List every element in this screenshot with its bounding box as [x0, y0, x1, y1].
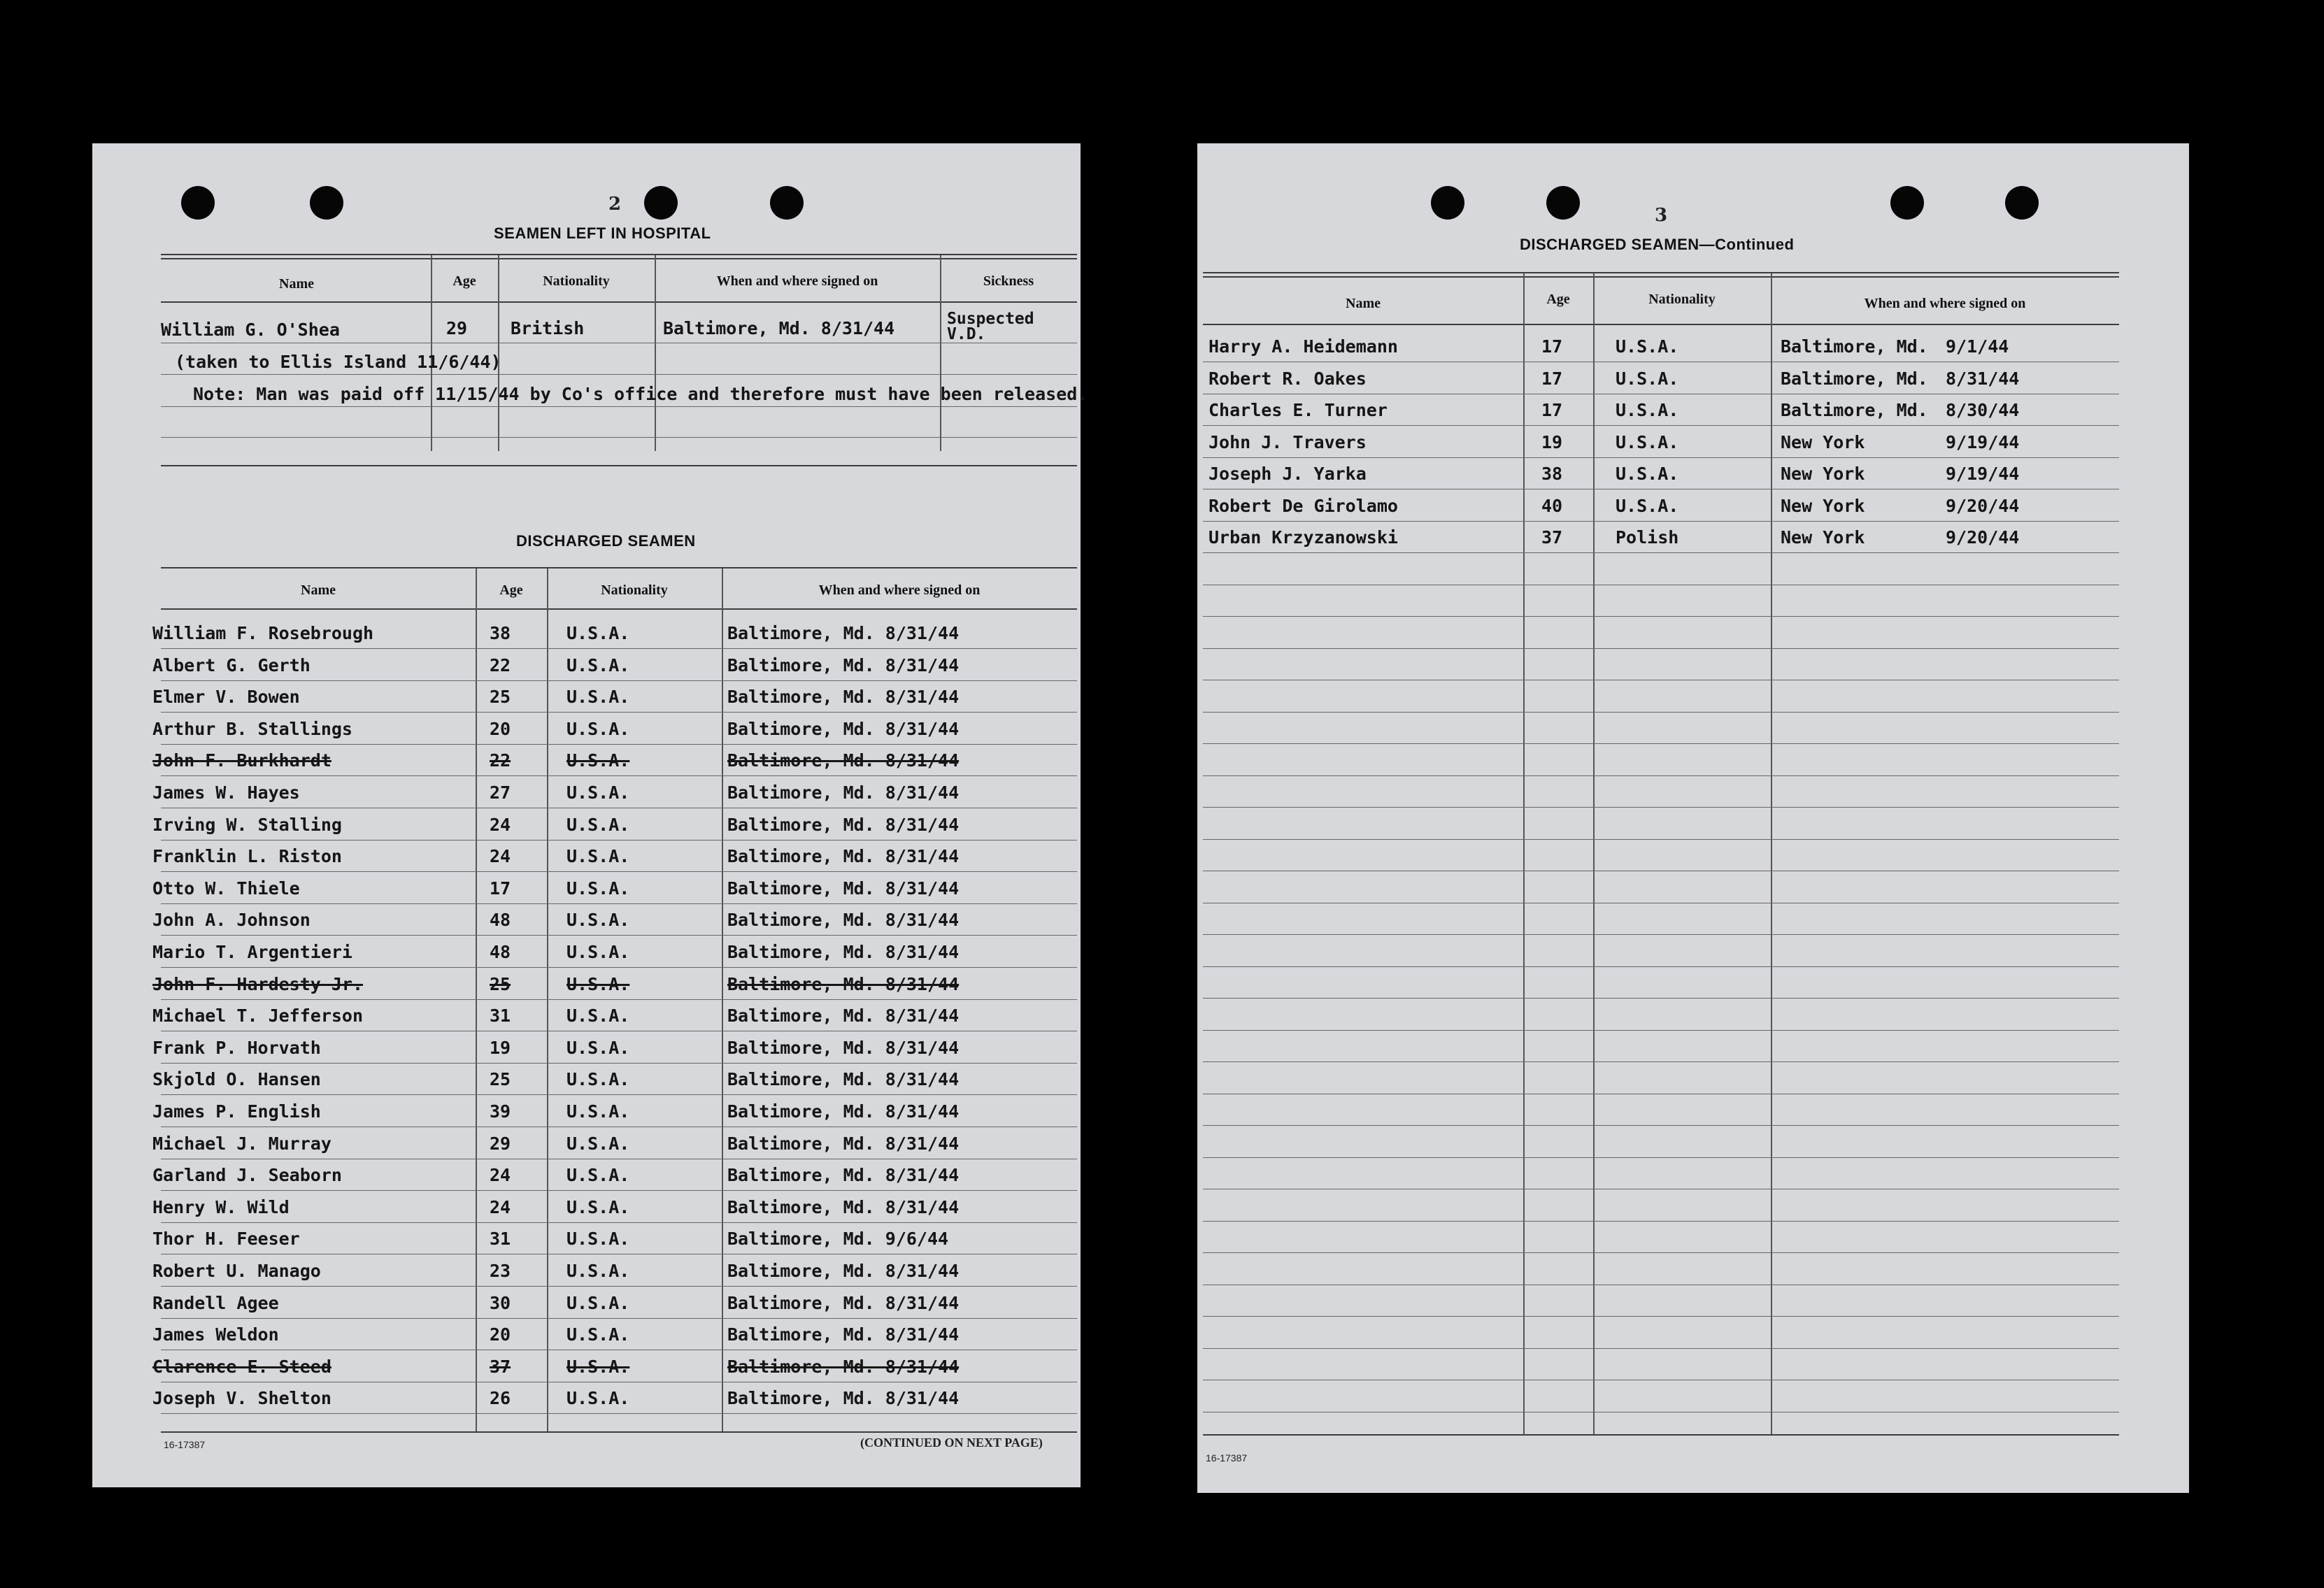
seaman-name: James Weldon	[152, 1324, 279, 1345]
seaman-age: 22	[490, 655, 511, 675]
hospital-row-sickness: Suspected V.D.	[947, 310, 1034, 343]
col-header-signed-on: When and where signed on	[716, 273, 878, 289]
seaman-name: Skjold O. Hansen	[152, 1069, 321, 1089]
seaman-age: 31	[490, 1006, 511, 1026]
punch-hole	[644, 186, 678, 220]
seaman-signed-on: Baltimore, Md. 8/31/44	[727, 719, 960, 739]
seaman-name: Albert G. Gerth	[152, 655, 311, 675]
seaman-age: 25	[490, 1069, 511, 1089]
page-number: 3	[1655, 205, 1668, 226]
seaman-name: Otto W. Thiele	[152, 878, 300, 899]
seaman-age: 24	[490, 815, 511, 835]
row-rule	[161, 967, 1077, 968]
seaman-signed-on-date: 8/30/44	[1946, 400, 2020, 420]
seaman-name: Robert U. Manago	[152, 1261, 321, 1281]
col-header-signed-on: When and where signed on	[818, 582, 981, 598]
row-rule	[161, 903, 1077, 904]
row-rule	[1203, 1061, 2119, 1062]
seaman-nationality: U.S.A.	[566, 750, 630, 771]
hospital-row-signed-on: Baltimore, Md. 8/31/44	[663, 318, 895, 338]
seaman-name: James P. English	[152, 1101, 321, 1122]
row-rule	[161, 1190, 1077, 1191]
seaman-age: 26	[490, 1388, 511, 1408]
seaman-age: 17	[1541, 400, 1563, 420]
row-rule	[161, 840, 1077, 841]
seaman-nationality: U.S.A.	[566, 782, 630, 803]
seaman-name: Urban Krzyzanowski	[1209, 527, 1398, 548]
seaman-age: 17	[490, 878, 511, 899]
row-rule	[161, 1094, 1077, 1095]
row-rule	[1203, 1125, 2119, 1126]
form-number: 16-17387	[164, 1439, 206, 1450]
continued-section-title: DISCHARGED SEAMEN—Continued	[1520, 236, 1795, 253]
seaman-signed-on: Baltimore, Md. 8/31/44	[727, 974, 960, 994]
seaman-signed-on-date: 9/20/44	[1946, 496, 2020, 516]
seaman-nationality: U.S.A.	[566, 846, 630, 866]
col-header-name: Name	[301, 582, 336, 598]
column-divider	[547, 568, 548, 1431]
seaman-name: Michael J. Murray	[152, 1133, 332, 1154]
seaman-name: Harry A. Heidemann	[1209, 336, 1398, 357]
row-rule	[161, 935, 1077, 936]
punch-hole	[1431, 186, 1464, 220]
hospital-row-age: 29	[446, 318, 468, 338]
column-divider	[1771, 273, 1772, 1434]
row-rule	[1203, 616, 2119, 617]
seaman-nationality: U.S.A.	[566, 1069, 630, 1089]
seaman-signed-on-place: Baltimore, Md.	[1781, 369, 1928, 389]
seaman-signed-on: Baltimore, Md. 8/31/44	[727, 1101, 960, 1122]
row-rule	[1203, 648, 2119, 649]
seaman-nationality: U.S.A.	[566, 1038, 630, 1058]
seaman-signed-on-date: 9/20/44	[1946, 527, 2020, 548]
seaman-nationality: U.S.A.	[566, 687, 630, 707]
row-rule	[1203, 1030, 2119, 1031]
col-header-nationality: Nationality	[543, 273, 610, 289]
seaman-signed-on: Baltimore, Md. 8/31/44	[727, 1069, 960, 1089]
seaman-nationality: U.S.A.	[566, 1165, 630, 1185]
discharged-section-title: DISCHARGED SEAMEN	[516, 532, 696, 550]
seaman-signed-on: Baltimore, Md. 8/31/44	[727, 623, 960, 643]
seaman-signed-on: Baltimore, Md. 8/31/44	[727, 1038, 960, 1058]
table-rule	[161, 608, 1077, 610]
seaman-nationality: U.S.A.	[566, 1293, 630, 1313]
hospital-row-nationality: British	[511, 318, 585, 338]
seaman-age: 39	[490, 1101, 511, 1122]
seaman-nationality: U.S.A.	[1616, 369, 1679, 389]
row-rule	[161, 1063, 1077, 1064]
seaman-name: Frank P. Horvath	[152, 1038, 321, 1058]
col-header-signed-on: When and where signed on	[1864, 296, 2026, 311]
seaman-age: 48	[490, 910, 511, 930]
seaman-nationality: U.S.A.	[566, 1229, 630, 1249]
seaman-nationality: U.S.A.	[566, 1197, 630, 1217]
seaman-name: Randell Agee	[152, 1293, 279, 1313]
seaman-age: 30	[490, 1293, 511, 1313]
seaman-age: 40	[1541, 496, 1563, 516]
punch-hole	[1890, 186, 1924, 220]
seaman-age: 22	[490, 750, 511, 771]
seaman-signed-on-date: 9/19/44	[1946, 464, 2020, 484]
seaman-age: 25	[490, 974, 511, 994]
hospital-row-name: William G. O'Shea	[161, 320, 340, 340]
row-rule	[161, 775, 1077, 776]
table-rule	[1203, 1434, 2119, 1436]
column-divider	[1593, 273, 1595, 1434]
seaman-nationality: U.S.A.	[566, 1388, 630, 1408]
seaman-nationality: U.S.A.	[566, 1324, 630, 1345]
row-rule	[1203, 775, 2119, 776]
seaman-name: Clarence E. Steed	[152, 1357, 332, 1377]
row-rule	[1203, 1221, 2119, 1222]
row-rule	[161, 1413, 1077, 1414]
col-header-age: Age	[1546, 292, 1570, 307]
seaman-age: 37	[1541, 527, 1563, 548]
seaman-age: 20	[490, 1324, 511, 1345]
row-rule	[1203, 966, 2119, 967]
seaman-age: 31	[490, 1229, 511, 1249]
row-rule	[161, 1286, 1077, 1287]
seaman-age: 24	[490, 846, 511, 866]
seaman-name: Arthur B. Stallings	[152, 719, 352, 739]
seaman-signed-on: Baltimore, Md. 9/6/44	[727, 1229, 949, 1249]
row-rule	[1203, 552, 2119, 553]
seaman-name: James W. Hayes	[152, 782, 300, 803]
left-page	[92, 143, 1088, 1487]
row-rule	[1203, 1252, 2119, 1253]
row-rule	[1203, 1348, 2119, 1349]
seaman-signed-on-place: Baltimore, Md.	[1781, 336, 1928, 357]
row-rule	[1203, 807, 2119, 808]
row-rule	[1203, 1157, 2119, 1158]
table-rule	[161, 567, 1077, 568]
row-rule	[1203, 743, 2119, 744]
seaman-signed-on: Baltimore, Md. 8/31/44	[727, 910, 960, 930]
row-rule	[161, 374, 1077, 375]
seaman-name: John A. Johnson	[152, 910, 311, 930]
seaman-name: Joseph J. Yarka	[1209, 464, 1367, 484]
seaman-nationality: U.S.A.	[566, 1261, 630, 1281]
row-rule	[161, 648, 1077, 649]
seaman-age: 25	[490, 687, 511, 707]
punch-hole	[1546, 186, 1580, 220]
page-number: 2	[608, 194, 622, 215]
punch-hole	[770, 186, 804, 220]
seaman-nationality: U.S.A.	[566, 655, 630, 675]
col-header-age: Age	[452, 273, 476, 289]
seaman-signed-on-place: Baltimore, Md.	[1781, 400, 1928, 420]
col-header-nationality: Nationality	[601, 582, 668, 598]
seaman-age: 38	[490, 623, 511, 643]
row-rule	[1203, 457, 2119, 458]
seaman-age: 17	[1541, 336, 1563, 357]
row-rule	[161, 1318, 1077, 1319]
seaman-signed-on: Baltimore, Md. 8/31/44	[727, 815, 960, 835]
seaman-nationality: U.S.A.	[566, 974, 630, 994]
seaman-nationality: U.S.A.	[566, 719, 630, 739]
seaman-signed-on: Baltimore, Md. 8/31/44	[727, 1324, 960, 1345]
seaman-nationality: U.S.A.	[1616, 432, 1679, 452]
seaman-name: Irving W. Stalling	[152, 815, 342, 835]
row-rule	[161, 712, 1077, 713]
punch-hole	[2005, 186, 2039, 220]
row-rule	[1203, 839, 2119, 840]
seaman-signed-on: Baltimore, Md. 8/31/44	[727, 846, 960, 866]
seaman-signed-on: Baltimore, Md. 8/31/44	[727, 782, 960, 803]
col-header-name: Name	[1346, 296, 1381, 311]
table-rule	[161, 465, 1077, 466]
seaman-signed-on: Baltimore, Md. 8/31/44	[727, 687, 960, 707]
row-rule	[161, 1126, 1077, 1127]
seaman-nationality: U.S.A.	[566, 942, 630, 962]
continued-note: (CONTINUED ON NEXT PAGE)	[860, 1436, 1043, 1450]
row-rule	[1203, 1316, 2119, 1317]
seaman-name: Robert De Girolamo	[1209, 496, 1398, 516]
row-rule	[161, 871, 1077, 872]
column-divider	[722, 568, 723, 1431]
seaman-nationality: Polish	[1616, 527, 1679, 548]
seaman-signed-on: Baltimore, Md. 8/31/44	[727, 1133, 960, 1154]
seaman-name: John F. Hardesty Jr.	[152, 974, 364, 994]
col-header-name: Name	[279, 276, 314, 292]
row-rule	[161, 744, 1077, 745]
seaman-age: 24	[490, 1165, 511, 1185]
row-rule	[161, 999, 1077, 1000]
seaman-name: Franklin L. Riston	[152, 846, 342, 866]
table-rule	[1203, 272, 2119, 273]
col-header-sickness: Sickness	[983, 273, 1034, 289]
seaman-nationality: U.S.A.	[1616, 336, 1679, 357]
punch-hole	[310, 186, 343, 220]
seaman-signed-on: Baltimore, Md. 8/31/44	[727, 1388, 960, 1408]
table-rule	[1203, 324, 2119, 325]
punch-hole	[181, 186, 215, 220]
row-rule	[1203, 934, 2119, 935]
row-rule	[161, 680, 1077, 681]
seaman-age: 20	[490, 719, 511, 739]
seaman-name: Robert R. Oakes	[1209, 369, 1367, 389]
seaman-nationality: U.S.A.	[1616, 496, 1679, 516]
seaman-age: 38	[1541, 464, 1563, 484]
seaman-nationality: U.S.A.	[566, 1006, 630, 1026]
table-rule	[1203, 276, 2119, 278]
seaman-name: Garland J. Seaborn	[152, 1165, 342, 1185]
seaman-age: 23	[490, 1261, 511, 1281]
seaman-nationality: U.S.A.	[566, 878, 630, 899]
seaman-signed-on: Baltimore, Md. 8/31/44	[727, 1261, 960, 1281]
seaman-age: 17	[1541, 369, 1563, 389]
seaman-signed-on: Baltimore, Md. 8/31/44	[727, 1197, 960, 1217]
hospital-note-1: (taken to Ellis Island 11/6/44)	[175, 352, 501, 372]
right-page	[1197, 143, 2189, 1493]
table-rule	[161, 1431, 1077, 1433]
seaman-signed-on-place: New York	[1781, 496, 1865, 516]
seaman-signed-on-place: New York	[1781, 464, 1865, 484]
seaman-name: Thor H. Feeser	[152, 1229, 300, 1249]
seaman-signed-on: Baltimore, Md. 8/31/44	[727, 655, 960, 675]
col-header-age: Age	[499, 582, 523, 598]
seaman-signed-on: Baltimore, Md. 8/31/44	[727, 878, 960, 899]
seaman-signed-on: Baltimore, Md. 8/31/44	[727, 1293, 960, 1313]
seaman-signed-on: Baltimore, Md. 8/31/44	[727, 1006, 960, 1026]
seaman-age: 37	[490, 1357, 511, 1377]
seaman-nationality: U.S.A.	[566, 815, 630, 835]
row-rule	[1203, 712, 2119, 713]
row-rule	[161, 1222, 1077, 1223]
column-divider	[1523, 273, 1525, 1434]
seaman-name: Henry W. Wild	[152, 1197, 290, 1217]
seaman-signed-on-place: New York	[1781, 527, 1865, 548]
seaman-nationality: U.S.A.	[1616, 400, 1679, 420]
seaman-signed-on-date: 9/1/44	[1946, 336, 2009, 357]
seaman-age: 27	[490, 782, 511, 803]
row-rule	[1203, 521, 2119, 522]
seaman-signed-on: Baltimore, Md. 8/31/44	[727, 1165, 960, 1185]
row-rule	[161, 406, 1077, 407]
seaman-name: Michael T. Jefferson	[152, 1006, 364, 1026]
seaman-name: John F. Burkhardt	[152, 750, 332, 771]
form-number: 16-17387	[1206, 1452, 1248, 1464]
seaman-name: Joseph V. Shelton	[152, 1388, 332, 1408]
seaman-nationality: U.S.A.	[566, 623, 630, 643]
seaman-signed-on-date: 9/19/44	[1946, 432, 2020, 452]
hospital-section-title: SEAMEN LEFT IN HOSPITAL	[494, 224, 711, 242]
row-rule	[1203, 425, 2119, 426]
column-divider	[476, 568, 477, 1431]
seaman-signed-on: Baltimore, Md. 8/31/44	[727, 750, 960, 771]
seaman-nationality: U.S.A.	[566, 910, 630, 930]
seaman-nationality: U.S.A.	[566, 1357, 630, 1377]
seaman-name: Mario T. Argentieri	[152, 942, 352, 962]
seaman-signed-on: Baltimore, Md. 8/31/44	[727, 942, 960, 962]
seaman-nationality: U.S.A.	[566, 1101, 630, 1122]
seaman-age: 29	[490, 1133, 511, 1154]
row-rule	[1203, 998, 2119, 999]
seaman-age: 24	[490, 1197, 511, 1217]
seaman-name: Charles E. Turner	[1209, 400, 1388, 420]
seaman-age: 48	[490, 942, 511, 962]
seaman-name: John J. Travers	[1209, 432, 1367, 452]
seaman-nationality: U.S.A.	[1616, 464, 1679, 484]
hospital-note-2: Note: Man was paid off 11/15/44 by Co's office and therefore must have been released.	[193, 384, 1088, 404]
seaman-name: Elmer V. Bowen	[152, 687, 300, 707]
seaman-signed-on-date: 8/31/44	[1946, 369, 2020, 389]
seaman-signed-on: Baltimore, Md. 8/31/44	[727, 1357, 960, 1377]
seaman-name: William F. Rosebrough	[152, 623, 374, 643]
row-rule	[161, 437, 1077, 438]
seaman-nationality: U.S.A.	[566, 1133, 630, 1154]
col-header-nationality: Nationality	[1648, 292, 1716, 307]
seaman-age: 19	[1541, 432, 1563, 452]
seaman-age: 19	[490, 1038, 511, 1058]
seaman-signed-on-place: New York	[1781, 432, 1865, 452]
